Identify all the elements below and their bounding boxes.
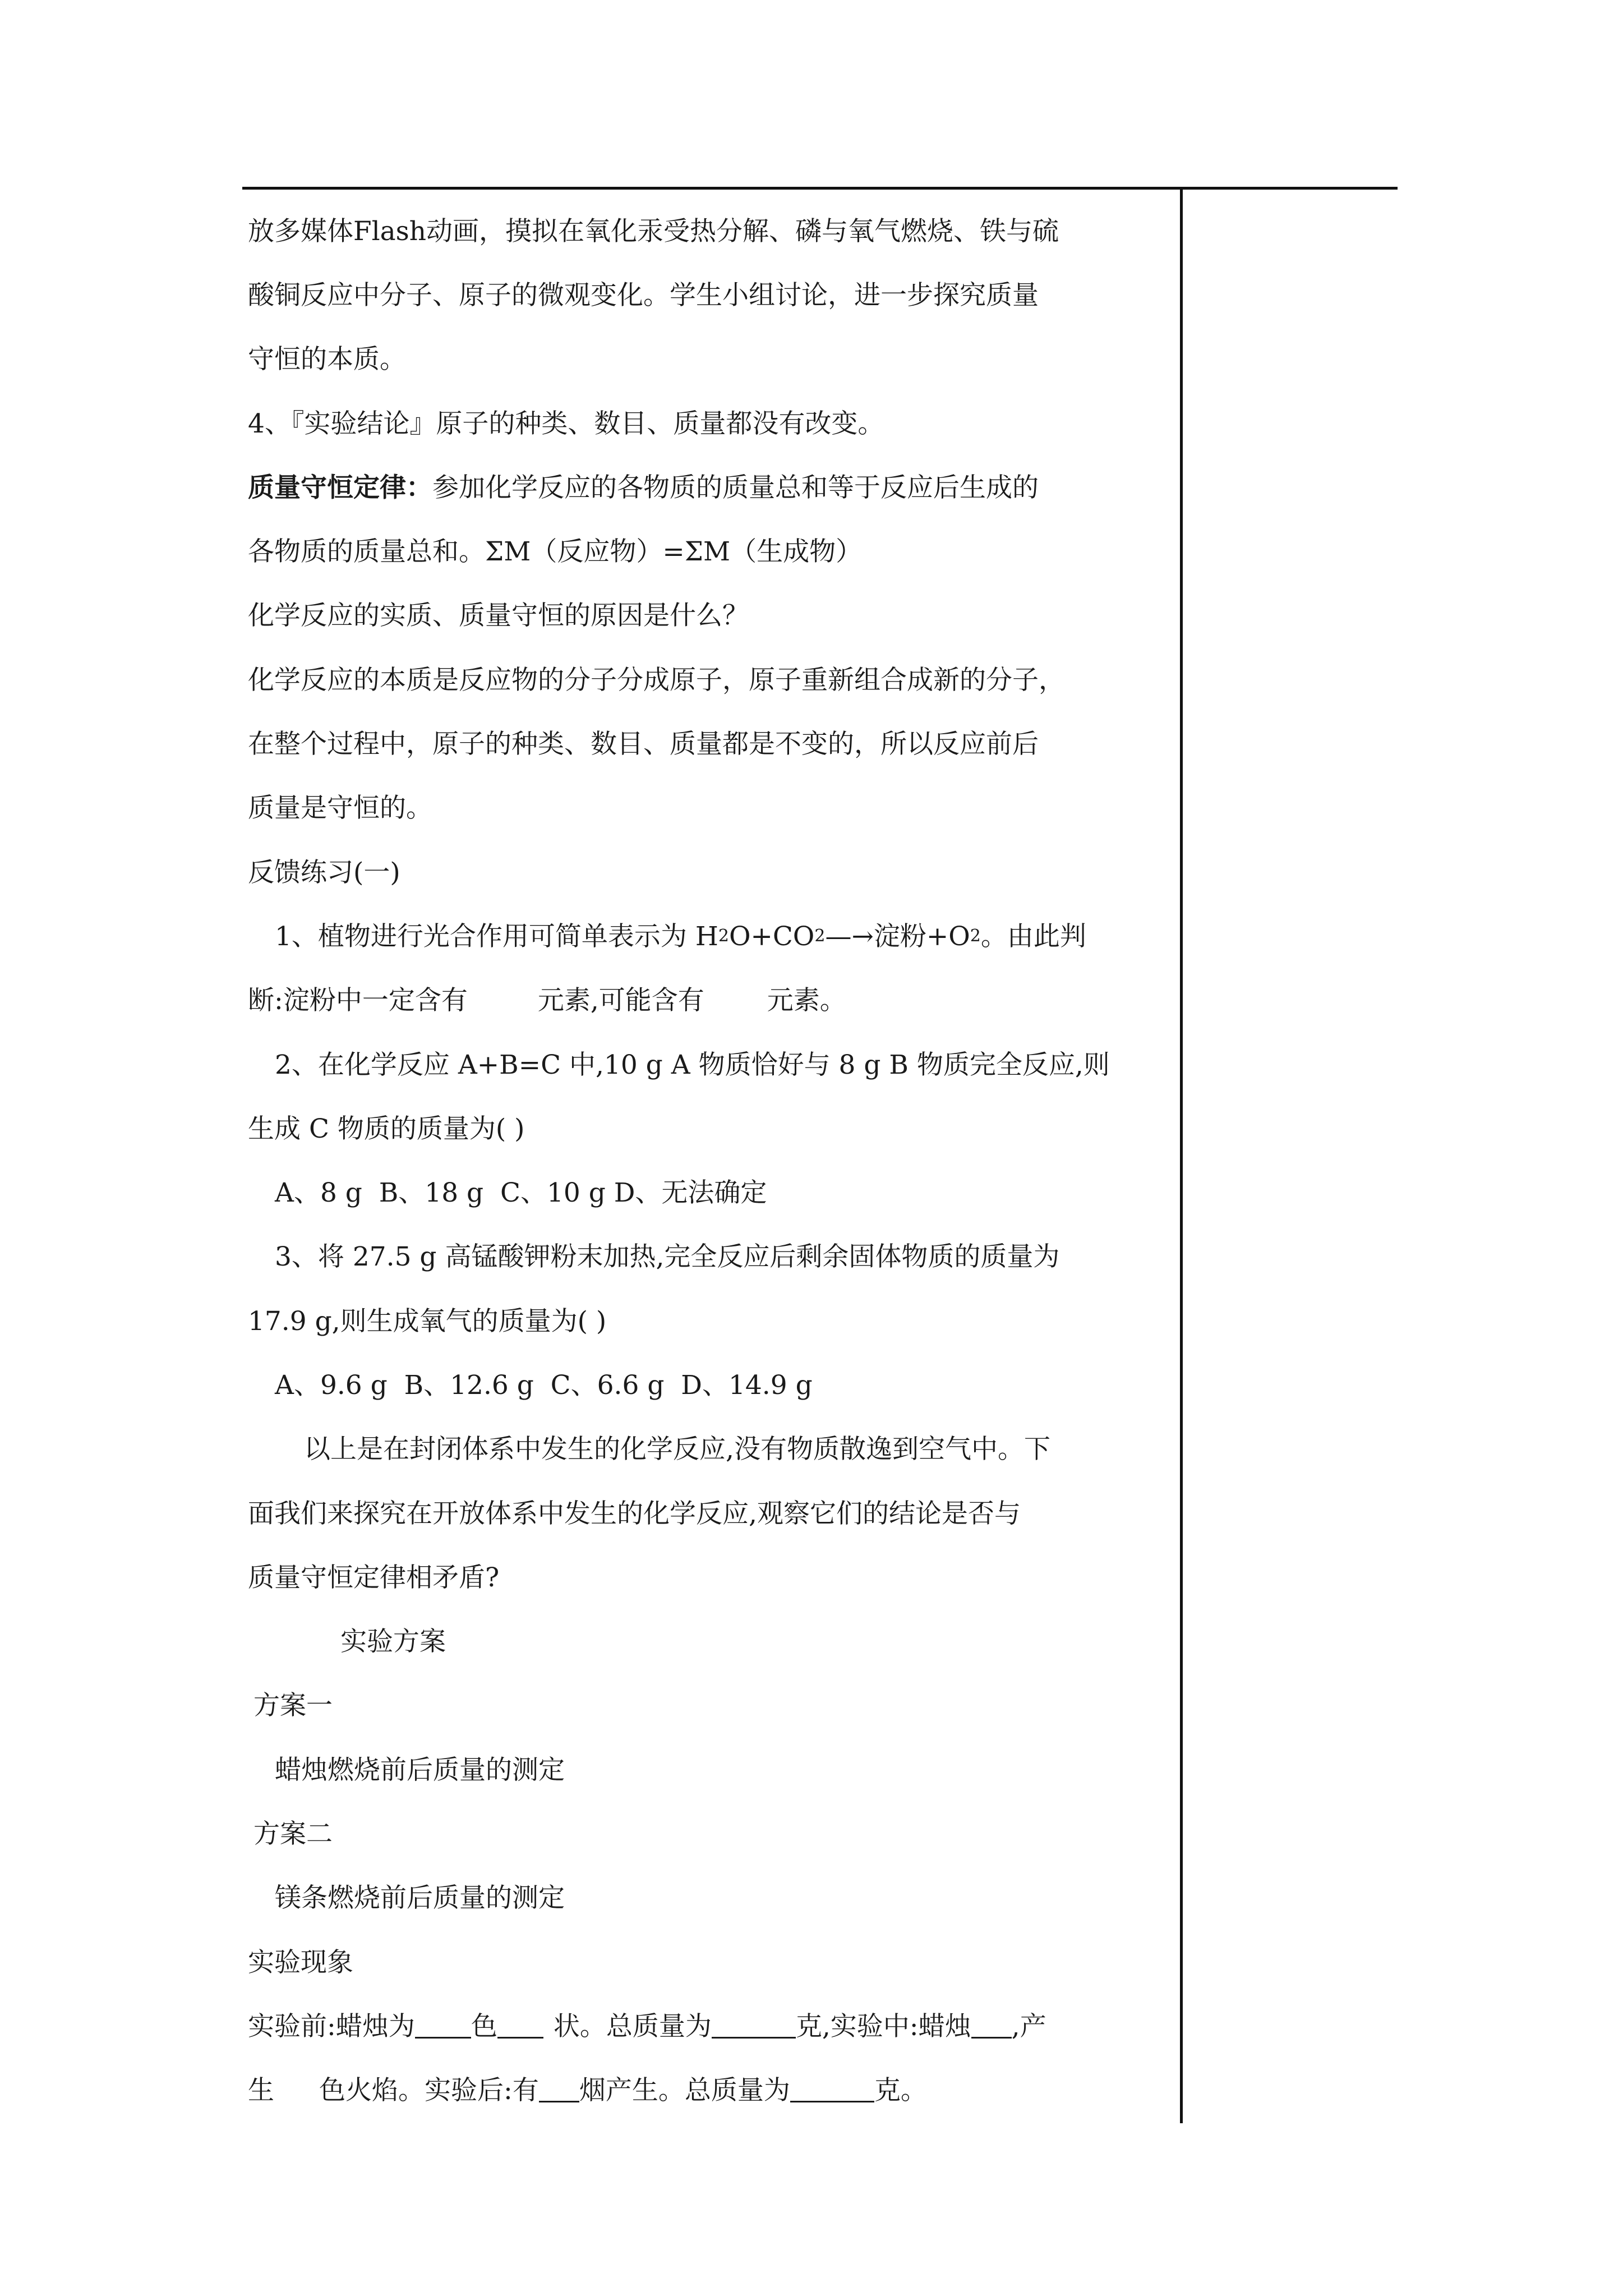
phenomena-text: ,产	[1011, 2010, 1046, 2042]
text-line: 放多媒体Flash动画，摸拟在氧化汞受热分解、磷与氧气燃烧、铁与硫	[248, 215, 1059, 247]
question-3-options: A、9.6 g B、12.6 g C、6.6 g D、14.9 g	[275, 1369, 813, 1401]
question: 化学反应的实质、质量守恒的原因是什么？	[248, 600, 749, 632]
plan-1-title: 方案一	[253, 1690, 333, 1722]
experiment-conclusion: 4、『实验结论』原子的种类、数目、质量都没有改变。	[248, 408, 884, 439]
question-2-line-1: 2、在化学反应 A+B=C 中,10 g A 物质恰好与 8 g B 物质完全反应,则	[275, 1049, 1110, 1080]
phenomena-text: 色火焰。实验后:有	[319, 2075, 539, 2106]
text-line: 酸铜反应中分子、原子的微观变化。学生小组讨论，进一步探究质量	[248, 279, 1039, 311]
q1-text: 元素。	[767, 985, 846, 1016]
question-3-line-2: 17.9 g,则生成氧气的质量为( )	[248, 1305, 607, 1337]
text-line: 守恒的本质。	[248, 344, 406, 375]
plan-1-body: 蜡烛燃烧前后质量的测定	[275, 1754, 565, 1786]
question-1-line-2	[248, 969, 1131, 1033]
transition-line: 质量守恒定律相矛盾?	[248, 1562, 500, 1593]
fill-blank[interactable]	[971, 2014, 1012, 2039]
phenomena-text: 烟产生。总质量为	[579, 2075, 790, 2106]
q1-text: 。由此判	[980, 921, 1086, 952]
question-1-line-1: 1、植物进行光合作用可简单表示为 H 2 O+CO 2 —→淀粉+O 2 。由此判	[275, 921, 1086, 952]
phenomena-text: 克,实验中:蜡烛	[795, 2010, 971, 2042]
phenomena-title: 实验现象	[248, 1947, 353, 1978]
question-2-options: A、8 g B、18 g C、10 g D、无法确定	[275, 1177, 767, 1209]
law-line	[248, 455, 1131, 519]
q1-text: 断:淀粉中一定含有	[248, 985, 468, 1016]
plan-2-body: 镁条燃烧前后质量的测定	[275, 1883, 565, 1914]
question-2-line-2: 生成 C 物质的质量为( )	[248, 1113, 525, 1144]
law-label: 质量守恒定律：	[248, 472, 432, 503]
feedback-title: 反馈练习(一)	[248, 857, 400, 888]
question-3-line-1: 3、将 27.5 g 高锰酸钾粉末加热,完全反应后剩余固体物质的质量为	[275, 1241, 1060, 1273]
phenomena-text: 色	[471, 2010, 497, 2042]
table-column-divider	[1180, 187, 1183, 2123]
fill-blank[interactable]	[415, 2014, 471, 2039]
answer-line: 化学反应的本质是反应物的分子分成原子，原子重新组合成新的分子，	[248, 664, 1065, 696]
fill-blank[interactable]	[497, 2014, 543, 2039]
transition-line: 以上是在封闭体系中发生的化学反应,没有物质散逸到空气中。下	[304, 1434, 1050, 1465]
fill-blank[interactable]	[712, 2014, 796, 2039]
lesson-content	[248, 199, 1131, 2123]
plan-2-title: 方案二	[253, 1819, 333, 1850]
law-formula: 各物质的质量总和。ΣM（反应物）=ΣM（生成物）	[248, 536, 863, 568]
answer-line: 在整个过程中，原子的种类、数目、质量都是不变的，所以反应前后	[248, 729, 1039, 760]
table-top-border	[242, 187, 1398, 190]
phenomena-line-1	[248, 1994, 1131, 2058]
q1-text: O+CO	[728, 921, 815, 952]
phenomena-text: 克。	[874, 2075, 927, 2106]
phenomena-line-2	[248, 2059, 1131, 2123]
fill-blank[interactable]	[790, 2078, 874, 2102]
answer-line: 质量是守恒的。	[248, 793, 432, 824]
q1-text: —→淀粉+O	[825, 921, 970, 952]
phenomena-text: 实验前:蜡烛为	[248, 2010, 415, 2042]
plan-title: 实验方案	[340, 1626, 446, 1658]
law-text: 参加化学反应的各物质的质量总和等于反应后生成的	[432, 472, 1039, 503]
fill-blank[interactable]	[539, 2078, 579, 2102]
q1-text: 元素,可能含有	[537, 985, 704, 1016]
phenomena-text: 生	[248, 2075, 274, 2106]
q1-text: 1、植物进行光合作用可简单表示为 H	[275, 921, 718, 952]
transition-line: 面我们来探究在开放体系中发生的化学反应,观察它们的结论是否与	[248, 1498, 1021, 1529]
phenomena-text: 状。总质量为	[553, 2010, 712, 2042]
